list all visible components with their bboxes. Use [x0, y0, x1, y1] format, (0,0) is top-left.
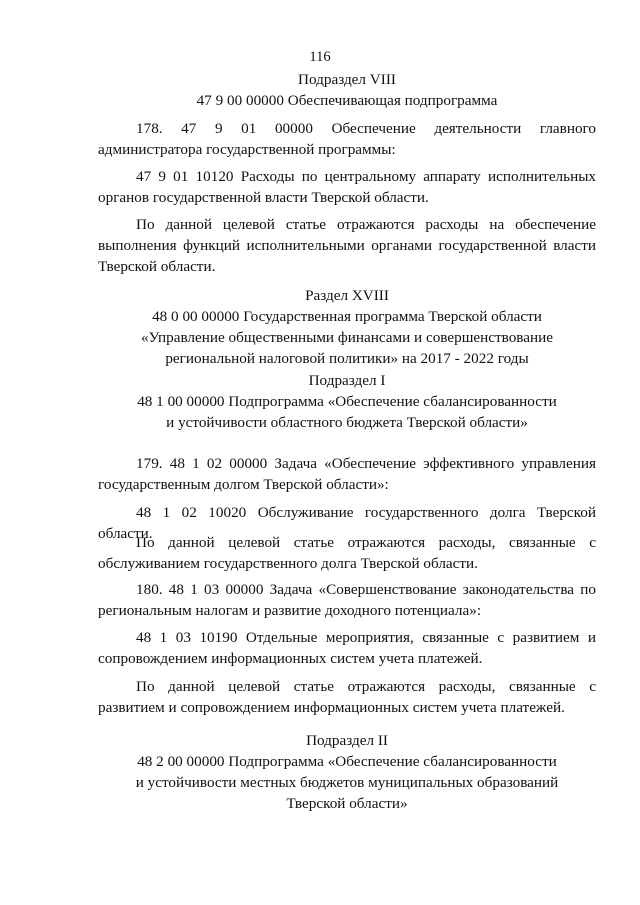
paragraph-description-1: По данной целевой статье отражаются расходы на обеспечение выполнения функций исполнительными органами государственной власти Тверской области.: [98, 216, 596, 275]
paragraph-description-3: По данной целевой статье отражаются расходы, связанные с развитием и сопровождением информационных систем учета платежей.: [98, 678, 596, 716]
section-xviii-line-3: «Управление общественными финансами и совершенствование: [140, 329, 554, 346]
section-xviii-line-2: 48 0 00 00000 Государственная программа Тверской области: [152, 308, 542, 325]
subsection-ii-line-3: и устойчивости местных бюджетов муниципальных образований: [135, 774, 559, 791]
subsection-i-title: Подраздел I: [308, 372, 386, 389]
subsection-ii-line-2: 48 2 00 00000 Подпрограмма «Обеспечение сбалансированности: [137, 753, 557, 770]
paragraph-179: 179. 48 1 02 00000 Задача «Обеспечение эффективного управления государственным долгом Тверской области»:: [98, 455, 596, 493]
section-xviii-heading: [98, 285, 596, 369]
section-xviii-title: Раздел XVIII: [305, 287, 389, 304]
paragraph-48-1-03-10190: 48 1 03 10190 Отдельные мероприятия, связанные с развитием и сопровождением информационных систем учета платежей.: [98, 629, 596, 667]
subsection-ii-title: Подраздел II: [306, 732, 388, 749]
page-number: 116: [309, 49, 331, 65]
subsection-viii-subtitle: 47 9 00 00000 Обеспечивающая подпрограмма: [196, 92, 498, 109]
subsection-viii-title: Подраздел VIII: [298, 71, 396, 88]
paragraph-description-2: По данной целевой статье отражаются расходы, связанные с обслуживанием государственного долга Тверской области.: [98, 534, 596, 572]
subsection-viii-heading: [98, 69, 596, 111]
subsection-ii-heading: [98, 730, 596, 814]
subsection-i-line-3: и устойчивости областного бюджета Тверской области»: [166, 414, 528, 431]
paragraph-47-9-01-10120: 47 9 01 10120 Расходы по центральному аппарату исполнительных органов государственной власти Тверской области.: [98, 168, 596, 206]
paragraph-48-1-02-10020: 48 1 02 10020 Обслуживание государственного долга Тверской области.: [98, 504, 596, 542]
paragraph-178: 178. 47 9 01 00000 Обеспечение деятельности главного администратора государственной программы:: [98, 120, 596, 158]
subsection-i-line-2: 48 1 00 00000 Подпрограмма «Обеспечение сбалансированности: [137, 393, 557, 410]
paragraph-180: 180. 48 1 03 00000 Задача «Совершенствование законодательства по региональным налогам и развитие доходного потенциала»:: [98, 581, 596, 619]
subsection-ii-line-4: Тверской области»: [286, 795, 408, 812]
section-xviii-line-4: региональной налоговой политики» на 2017 - 2022 годы: [165, 350, 529, 367]
subsection-i-heading: [98, 370, 596, 433]
